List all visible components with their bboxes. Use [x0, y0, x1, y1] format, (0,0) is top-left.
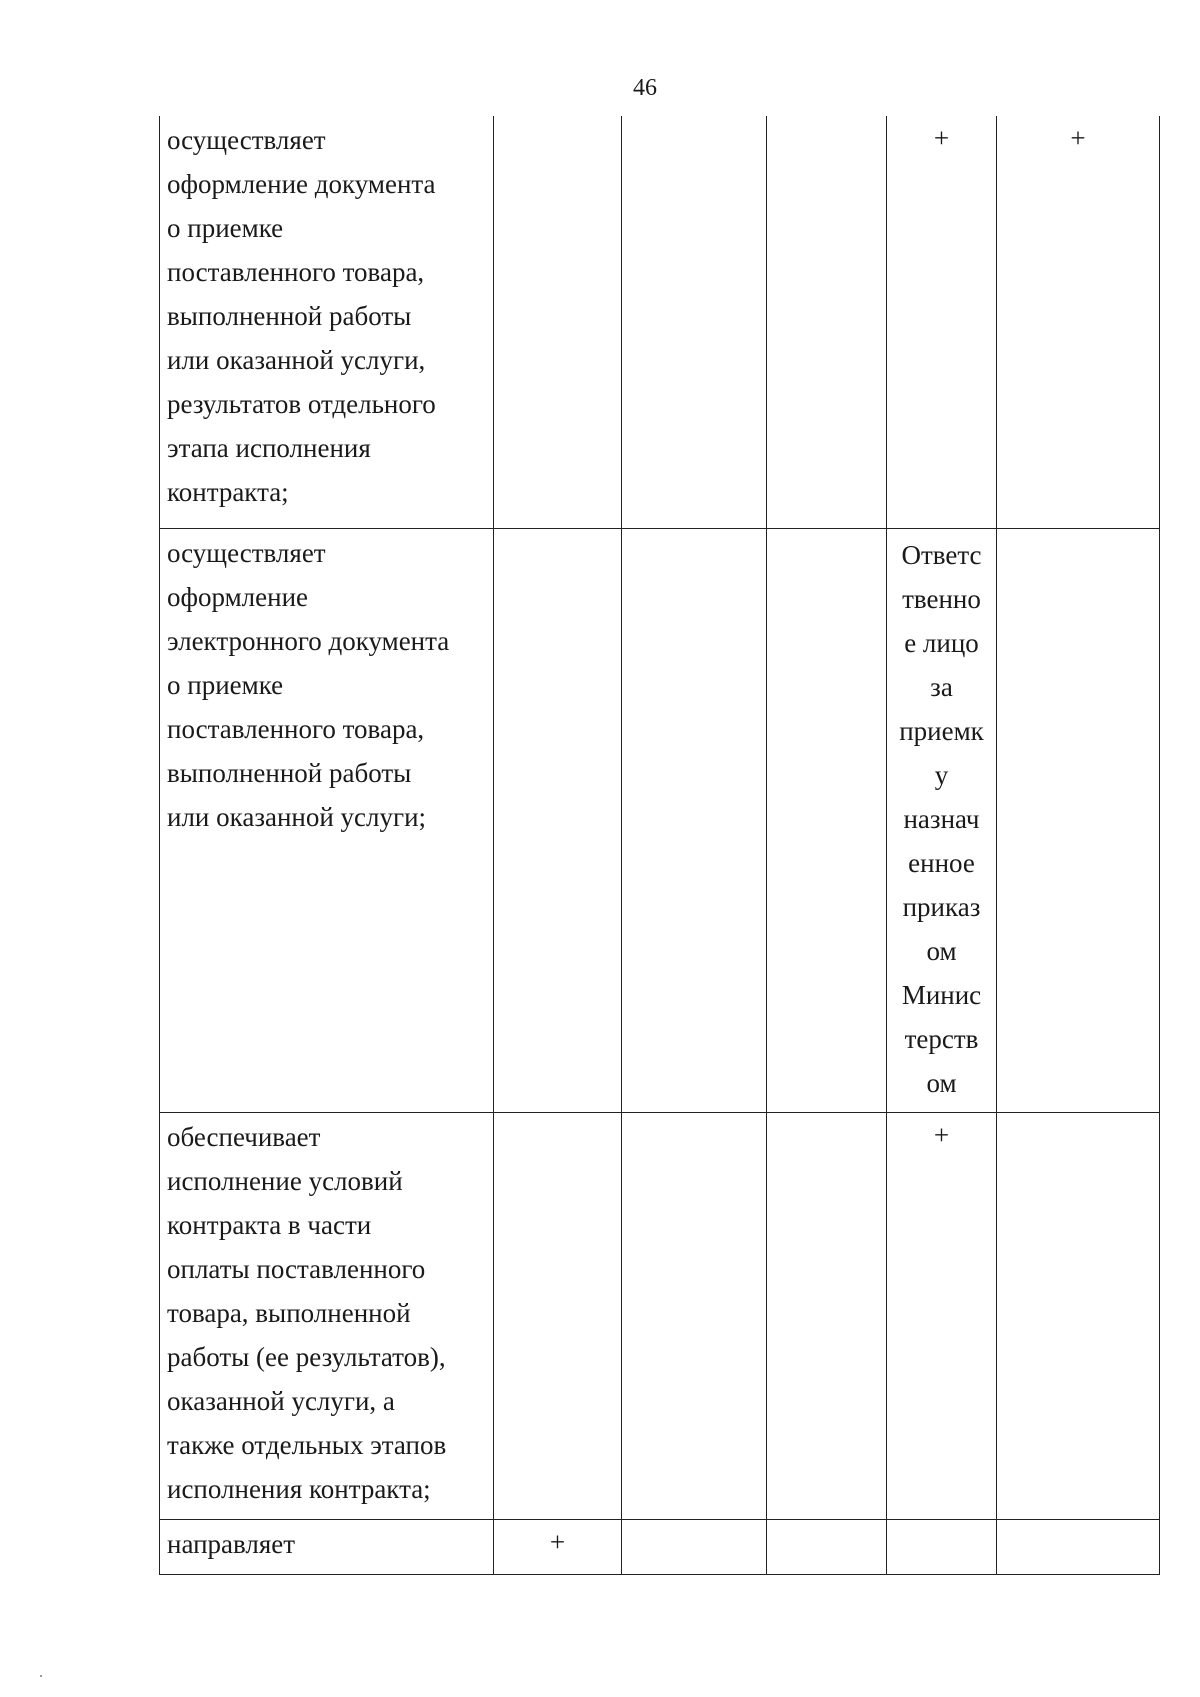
participant-cell: +: [887, 1112, 997, 1519]
action-description-cell: [160, 1112, 494, 1519]
action-description: осуществляет оформление электронного документа о приемке поставленного товара, выполненной работы или оказанной услуги;: [167, 537, 450, 832]
action-description: осуществляет оформление документа о приемке поставленного товара, выполненной работы или оказанной услуги, результатов отдельного этапа исполнения контракта;: [167, 125, 436, 507]
table-row: [160, 1519, 1160, 1574]
participant-cell: [622, 1519, 767, 1574]
participant-cell: [767, 116, 887, 528]
action-description-cell: [160, 1519, 494, 1574]
action-description: направляет: [167, 1528, 296, 1559]
table-row: [160, 1112, 1160, 1519]
participant-cell: +: [887, 116, 997, 528]
action-description-cell: [160, 528, 494, 1112]
table-row: [160, 116, 1160, 528]
table-row: [160, 528, 1160, 1112]
participant-cell: [494, 528, 622, 1112]
scan-artifact: [40, 1675, 42, 1677]
participant-cell: [622, 116, 767, 528]
participant-cell: [767, 1519, 887, 1574]
responsibility-table: [159, 116, 1160, 1575]
participant-cell: [767, 528, 887, 1112]
participant-cell: [997, 1112, 1160, 1519]
participant-cell: [997, 528, 1160, 1112]
action-description-cell: [160, 116, 494, 528]
participant-cell: [997, 1519, 1160, 1574]
responsible-person-cell: Ответс твенно е лицо за приемк у назнач енное приказ ом Минис терств ом: [887, 528, 997, 1112]
page-number: 46: [633, 75, 657, 101]
participant-cell: +: [997, 116, 1160, 528]
participant-cell: [494, 116, 622, 528]
participant-cell: [622, 528, 767, 1112]
participant-cell: [767, 1112, 887, 1519]
participant-cell: +: [494, 1519, 622, 1574]
action-description: обеспечивает исполнение условий контракта в части оплаты поставленного товара, выполненной работы (ее результатов), оказанной услуги, а также отдельных этапов исполнения контракта;: [167, 1121, 447, 1504]
participant-cell: [494, 1112, 622, 1519]
participant-cell: [622, 1112, 767, 1519]
participant-cell: [887, 1519, 997, 1574]
